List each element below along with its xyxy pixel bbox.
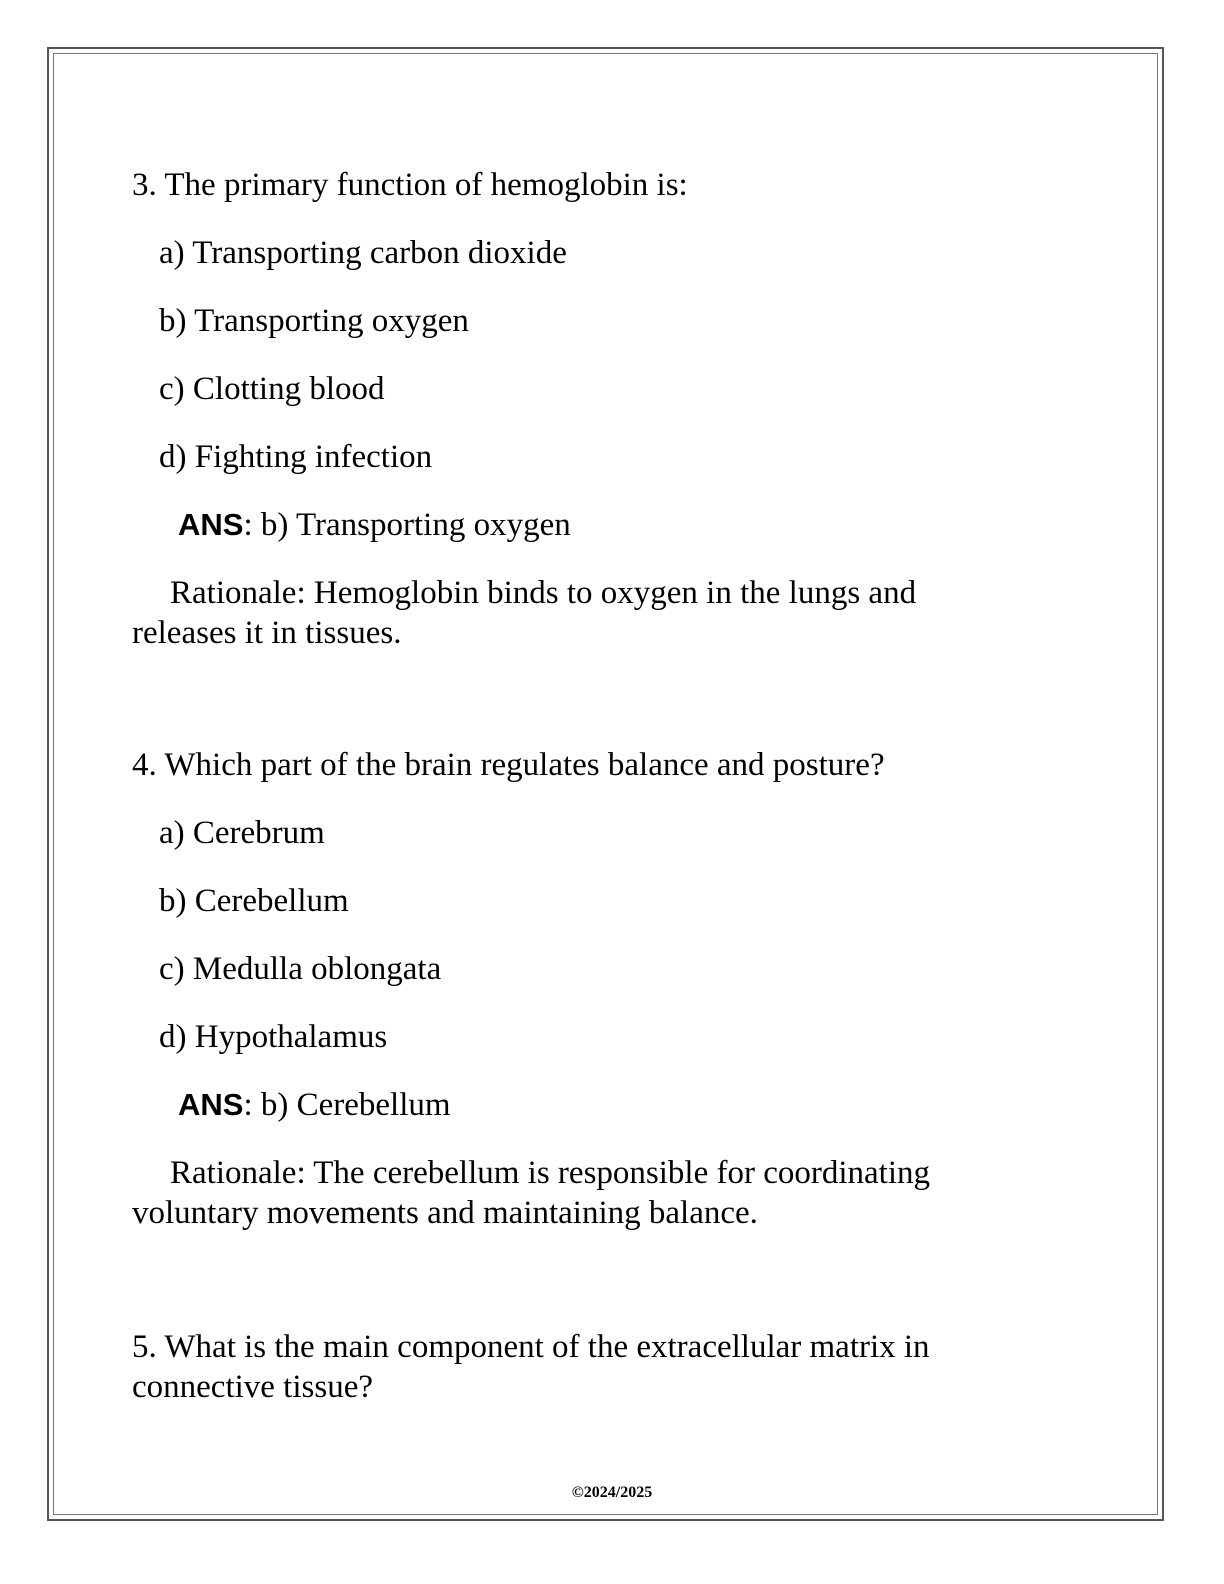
question-3-option-a: a) Transporting carbon dioxide xyxy=(159,235,567,271)
question-4-option-a: a) Cerebrum xyxy=(159,815,325,851)
question-3-option-b: b) Transporting oxygen xyxy=(159,303,469,339)
question-4-option-b: b) Cerebellum xyxy=(159,883,349,919)
copyright-footer: ©2024/2025 xyxy=(571,1484,653,1501)
rationale-line: Rationale: Hemoglobin binds to oxygen in the lungs and xyxy=(170,575,917,611)
question-3-text: 3. The primary function of hemoglobin is: xyxy=(132,167,688,203)
question-4-rationale xyxy=(132,1153,1032,1233)
question-4-answer xyxy=(132,1085,1032,1125)
answer-label: ANS xyxy=(178,1087,244,1122)
answer-text: : b) Transporting oxygen xyxy=(243,507,571,543)
rationale-line: voluntary movements and maintaining balance. xyxy=(132,1195,758,1231)
question-3 xyxy=(132,165,1032,653)
question-4 xyxy=(132,745,1032,1233)
rationale-line: Rationale: The cerebellum is responsible for coordinating xyxy=(170,1155,930,1191)
question-4-option-d: d) Hypothalamus xyxy=(159,1019,388,1055)
question-4-text: 4. Which part of the brain regulates balance and posture? xyxy=(132,747,885,783)
rationale-line: releases it in tissues. xyxy=(132,615,402,651)
answer-text: : b) Cerebellum xyxy=(243,1087,451,1123)
question-3-rationale xyxy=(132,573,1032,653)
document-body xyxy=(132,165,1032,1407)
answer-label: ANS xyxy=(178,507,244,542)
question-4-option-c: c) Medulla oblongata xyxy=(159,951,442,987)
question-3-option-d: d) Fighting infection xyxy=(159,439,433,475)
question-3-answer xyxy=(132,505,1032,545)
question-5-text-line: connective tissue? xyxy=(132,1369,373,1405)
question-3-option-c: c) Clotting blood xyxy=(159,371,385,407)
question-5 xyxy=(132,1327,1032,1407)
question-5-text-line: 5. What is the main component of the extracellular matrix in xyxy=(132,1329,930,1365)
